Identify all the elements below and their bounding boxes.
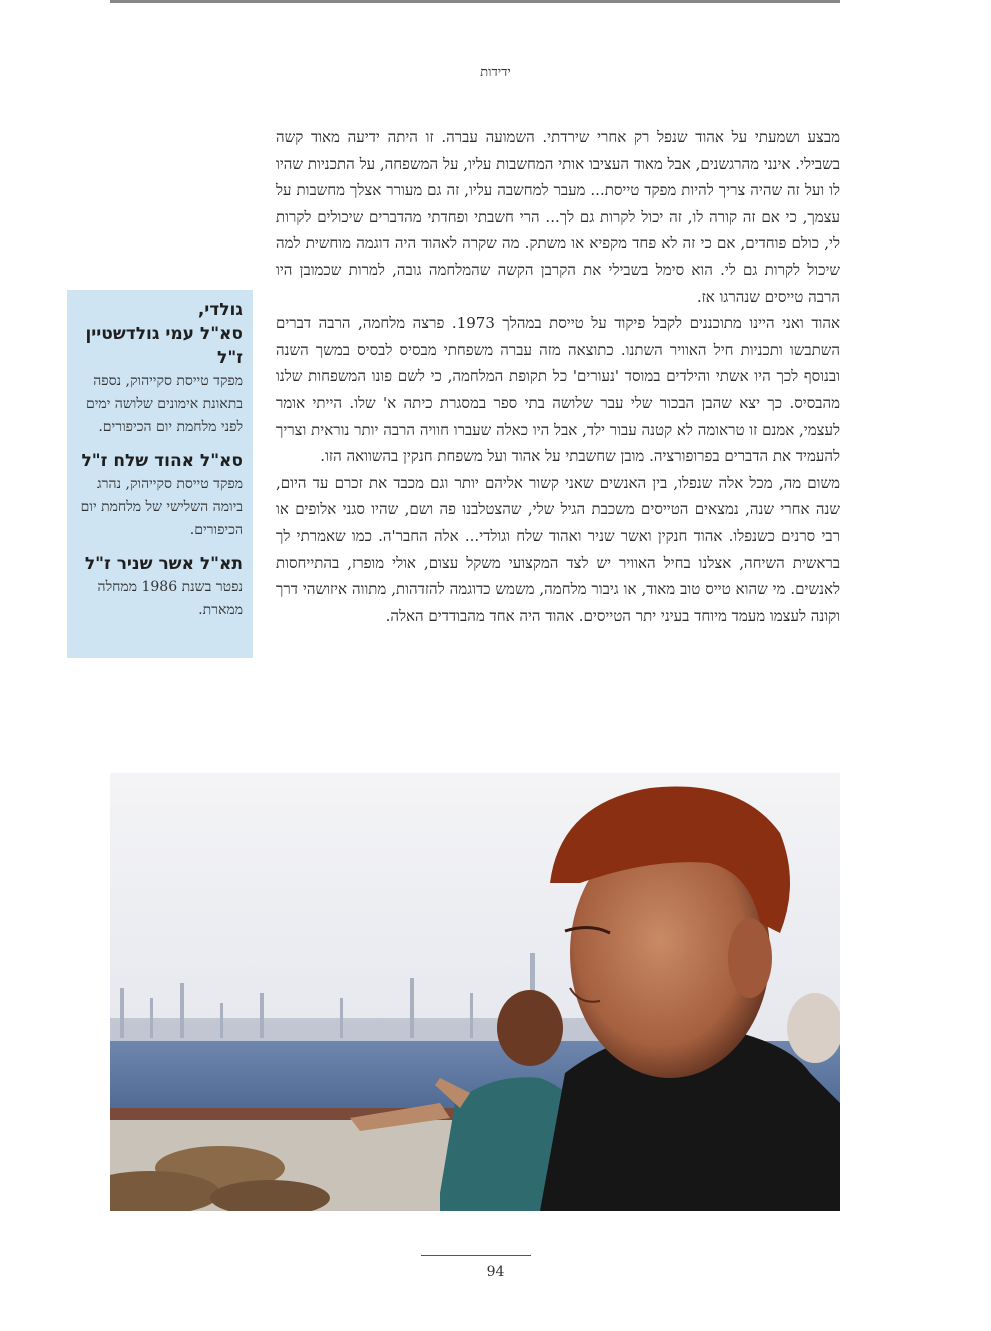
sidebar-name: תא"ל אשר שניר ז"ל <box>84 554 243 574</box>
photo-man-on-ship <box>110 773 840 1211</box>
sidebar-name: גולדי, <box>197 300 243 320</box>
sidebar-entry <box>73 298 243 439</box>
footer-rule <box>421 1255 531 1256</box>
page-number: 94 <box>486 1264 505 1280</box>
body-paragraph: מבצע ושמעתי על אהוד שנפל רק אחרי שירדתי. השמועה עברה. זו היתה ידיעה מאוד קשה בשבילי. אינני מהרגשנים, אבל מאוד העציבו אותי המחשבות עליו, על המשפחה, על התכניות שהיו לו ועל זה שהיה צריך להיות מפקד טייסת... מעבר למחשבה עליו, זה גם מעורר אצלך מחשבות על עצמך, כי אם זה קורה לו, זה יכול לקרות גם לך... הרי חשבתי ופחדתי מהדברים שיכולים לקרות לי, כולם פוחדים, אם כי זה לא פחד מקפיא או משתק. מה שקרה לאהוד היה דוגמה מוחשית למה שיכול לקרות גם לי. הוא סימל בשבילי את הקרבן הקשה שהמלחמה גובה, למרות שכמובן היו הרבה טייסים שנהרגו אז. <box>276 128 840 306</box>
top-rule <box>110 0 840 3</box>
sidebar-description: מפקד טייסת סקייהוק, נהרג ביומה השלישי של מלחמת יום הכיפורים. <box>80 476 243 538</box>
sidebar-name: סא"ל עמי גולדשטיין ז"ל <box>85 324 243 368</box>
sidebar-description: נפטר בשנת 1986 ממחלה ממארת. <box>97 579 243 618</box>
sidebar-name: סא"ל אהוד שלח ז"ל <box>81 451 243 471</box>
body-paragraph: אהוד ואני היינו מתוכננים לקבל פיקוד על טייסת במהלך 1973. פרצה מלחמה, הרבה דברים השתבשו ותכניות חיל האוויר השתנו. כתוצאה מזה עברה משפחתי מבסיס לבסיס במשך השנה ובנוסף לכך היו אשתי והילדים במוסד 'נעורים' כל תקופת המלחמה, כי לשם פונו המשפחות שלנו מהבסיס. כך יצא שהבן הבכור שלי עבר שלושה בתי ספר במסגרת כיתה א' שלו. הייתי אומר לעצמי, אמנם זו טראומה לא קטנה עבור ילד, אבל היו כאלה שעברו חוויה הרבה יותר נוראית וצריך להעמיד את הדברים בפרופורציה. מובן שחשבתי על אהוד ועל משפחת חנקין בהשוואה הזו. <box>276 314 840 466</box>
sidebar-description: מפקד טייסת סקייהוק, נספה בתאונת אימונים שלושה ימים לפני מלחמת יום הכיפורים. <box>85 373 243 435</box>
article-body <box>276 124 840 629</box>
photo-illustration <box>110 773 840 1211</box>
memorial-sidebar <box>67 290 253 658</box>
body-paragraph: משום מה, מכל אלה שנפלו, בין האנשים שאני קשור אליהם יותר וגם מכבד את זכרם עד היום, שנה אחרי שנה, נמצאים הטייסים משכבת הגיל שלי, שהצטלבנו פה ושם, שהיו סגני אלופים או רבי סרנים כשנפלו. אהוד חנקין ואשר שניר ואהוד שלח וגולדי... אלה החבר'ה. כמו שאמרתי לך בראשית השיחה, אצלנו בחיל האוויר יש לצד המקצועי משקל עצום, אולי מופרז, בהתייחסות לאנשים. מי שהוא טייס טוב מאוד, או גיבור מלחמה, משמש כדוגמה להזדהות, מתווה איזושהי דרך וקונה לעצמו מעמד מיוחד בעיני יתר הטייסים. אהוד היה אחד מהבודדים האלה. <box>276 473 840 625</box>
running-header: ידידות <box>480 65 511 80</box>
sidebar-entry <box>73 449 243 542</box>
sidebar-entry <box>73 552 243 622</box>
